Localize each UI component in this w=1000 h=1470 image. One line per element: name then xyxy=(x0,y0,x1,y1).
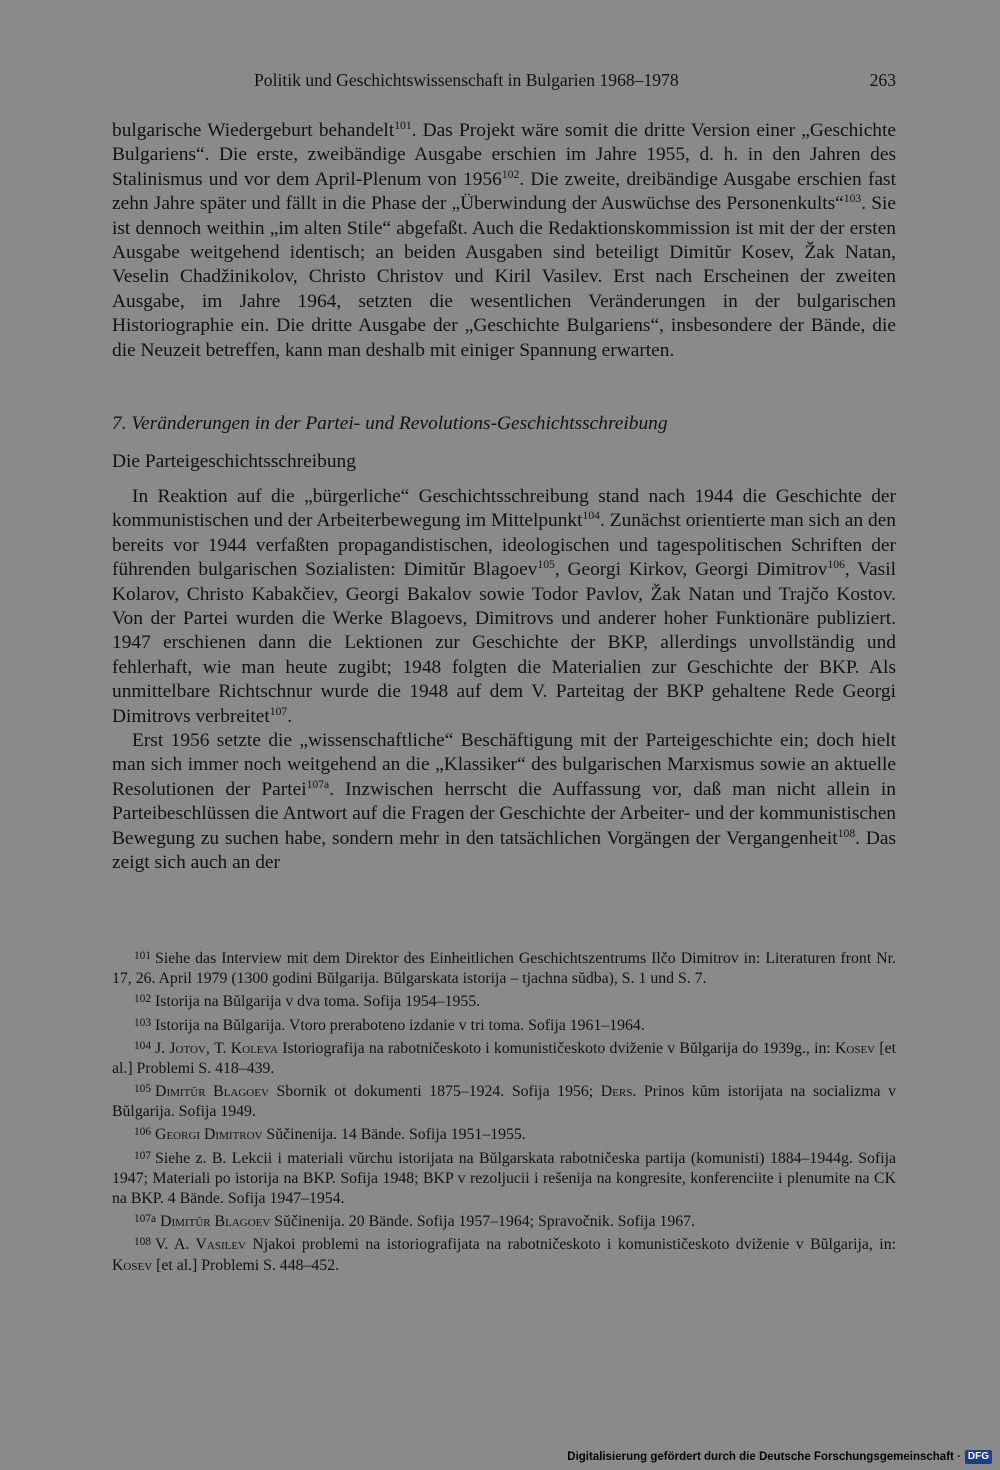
footnote-number: 103 xyxy=(134,1016,152,1029)
footnote xyxy=(112,989,896,1012)
footnote-author: Georgi Dimitrov xyxy=(155,1126,263,1144)
footnote-ref: 106 xyxy=(827,558,845,572)
section-body xyxy=(112,485,896,876)
footnote-ref: 101 xyxy=(394,119,412,133)
footnote-ref: 107 xyxy=(269,704,288,718)
footnotes xyxy=(112,946,896,1276)
footnote-author: T. Koleva xyxy=(214,1039,278,1057)
footnote-number: 108 xyxy=(134,1236,152,1249)
footnote-text: Prinos kŭm istorijata na socializma v Bŭlgarija. Sofija 1949. xyxy=(112,1083,896,1121)
footnote-author: Dimitŭr Blagoev xyxy=(155,1083,269,1101)
credit-text: Digitalisierung gefördert durch die Deutsche Forschungsgemeinschaft · xyxy=(567,1451,961,1463)
text-run: , Georgi Kirkov, Georgi Dimitrov xyxy=(554,559,828,581)
section-paragraph xyxy=(112,485,896,729)
footnote-author: Kosev xyxy=(112,1256,153,1274)
footnote-text: Sŭčinenija. 14 Bände. Sofija 1951–1955. xyxy=(262,1126,526,1144)
text-run: , Vasil Kolarov, Christo Kabakčiev, Georgi Bakalov sowie Todor Pavlov, Žak Natan und Trajčo Kostov. Von der Partei wurden die Werke Blagoevs, Dimitrovs und anderer hoher Funktionäre publiziert. 1947 erschienen dann die Lektionen zur Geschichte der BKP, allerdings unvollständig und fehlerhaft, wie man heute zugibt; 1948 folgten die Materialien zur Geschichte der BKP. Als unmittelbare Richtschnur wurde die 1948 auf dem V. Parteitag der BKP gehaltene Rede Georgi Dimitrovs verbreitet xyxy=(112,559,896,727)
footnote-ref: 103 xyxy=(843,192,862,206)
dfg-logo: DFG xyxy=(965,1450,992,1464)
footnote-text: Istoriografija na rabotničeskoto i komunističeskoto dviženie v Bŭlgarija do 1939g., in: xyxy=(277,1039,835,1057)
footnote-ref: 108 xyxy=(837,826,856,840)
running-title: Politik und Geschichtswissenschaft in Bulgarien 1968–1978 xyxy=(254,70,679,90)
text-run: . Das Projekt wäre somit die dritte Version einer „Geschichte Bulgariens“. Die erste, zweibändige Ausgabe erschien im Jahre 1955, d. h. in den Jahren des Stalinismus und vor dem April-Plenum von 1956 xyxy=(112,120,896,190)
footnote-author: Dimitŭr Blagoev xyxy=(160,1213,271,1231)
footnote-text: Sŭčinenija. 20 Bände. Sofija 1957–1964; Spravočnik. Sofija 1967. xyxy=(270,1213,696,1231)
footnote-ref: 107a xyxy=(306,777,330,791)
page-number: 263 xyxy=(869,70,896,90)
footnote xyxy=(112,1036,896,1079)
footnote-number: 101 xyxy=(134,950,152,962)
footnote-ref: 104 xyxy=(582,509,600,523)
footnote xyxy=(112,1079,896,1122)
footnote-number: 102 xyxy=(134,993,152,1006)
footnote-text: Siehe das Interview mit dem Direktor des Einheitlichen Geschichtszentrums Ilčo Dimitrov in: Literaturen front Nr. 17, 26. April 1979 (1300 godini Bŭlgarija. Bŭlgarskata istorija – tjachna sŭdba), S. 1 und S. 7. xyxy=(112,949,896,988)
footnote-ref: 105 xyxy=(537,558,555,572)
footnote xyxy=(112,1013,896,1036)
footnote-text: Njakoi problemi na istoriografijata na rabotničeskoto i komunističeskoto dviženie v Bŭlgarija, in: xyxy=(246,1236,896,1254)
footnote-text: Siehe z. B. Lekcii i materiali vŭrchu istorijata na Bŭlgarskata rabotničeska partija (komunisti) 1884–1944g. Sofija 1947; Materiali po istorija na BKP. Sofija 1948; BKP v rezoljucii i rešenija na kongresite, konferenciite i plenumite na CK na BKP. 4 Bände. Sofija 1947–1954. xyxy=(112,1149,896,1208)
footnote-author: Kosev xyxy=(834,1039,876,1057)
text-run: . Die zweite, dreibändige Ausgabe erschien fast zehn Jahre später und fällt in die Phase der „Überwindung der Auswüchse des Personenkults“ xyxy=(112,168,896,215)
footnote-text: [et al.] Problemi S. 418–439. xyxy=(112,1039,896,1077)
footnote-text: Istorija na Bŭlgarija v dva toma. Sofija 1954–1955. xyxy=(155,993,481,1011)
footnote xyxy=(112,1209,896,1232)
footnote-text: [et al.] Problemi S. 448–452. xyxy=(152,1256,340,1274)
footnote xyxy=(112,946,896,989)
footnote-number: 106 xyxy=(134,1126,152,1139)
text-run: In Reaktion auf die „bürgerliche“ Geschichtsschreibung stand nach 1944 die Geschichte der kommunistischen und der Arbeiterbewegung im Mittelpunkt xyxy=(112,486,896,532)
footnote-number: 107 xyxy=(134,1149,152,1162)
footnote-text: Istorija na Bŭlgarija. Vtoro preraboteno izdanie v tri toma. Sofija 1961–1964. xyxy=(155,1016,645,1034)
footnote xyxy=(112,1146,896,1210)
text-run: . xyxy=(287,705,293,727)
footnote xyxy=(112,1122,896,1145)
footnote xyxy=(112,1232,896,1275)
footnote-separator: , xyxy=(205,1039,215,1057)
text-run: . Sie ist dennoch weithin „im alten Stile“ abgefaßt. Auch die Redaktionskommission ist mit der der ersten Ausgabe weitgehend identisch; an beiden Ausgaben sind beteiligt Dimitŭr Kosev, Žak Natan, Veselin Chadžinikolov, Christo Christov und Kiril Vasilev. Erst nach Erscheinen der zweiten Ausgabe, im Jahre 1964, setzten die wesentlichen Veränderungen in der bulgarischen Historiographie ein. Die dritte Ausgabe der „Geschichte Bulgariens“, insbesondere der Bände, die die Neuzeit betreffen, kann man deshalb mit einiger Spannung erwarten. xyxy=(112,193,896,361)
footnote-text: Sbornik ot dokumenti 1875–1924. Sofija 1956; xyxy=(268,1083,601,1101)
footnote-ref: 102 xyxy=(501,167,520,181)
section-paragraph xyxy=(112,729,896,875)
text-run: . Inzwischen herrscht die Auffassung vor, daß man nicht allein in Parteibeschlüssen die Antwort auf die Fragen der Geschichte der Arbeiter- und der kommunistischen Bewegung zu suchen habe, sondern mehr in den tatsächlichen Vorgängen der Vergangenheit xyxy=(112,778,897,849)
text-run: . Zunächst orientierte man sich an den bereits vor 1944 verfaßten propagandistischen, ideologischen und tagespolitischen Schriften der führenden bulgarischen Sozialisten: Dimitŭr Blagoev xyxy=(112,510,896,581)
intro-paragraph xyxy=(112,119,896,363)
section-subheading: Die Parteigeschichtsschreibung xyxy=(112,451,356,472)
footnote-author: V. A. Vasilev xyxy=(155,1236,246,1254)
digitization-credit xyxy=(567,1448,992,1466)
footnote-author: J. Jotov xyxy=(155,1039,206,1057)
footnote-number: 107a xyxy=(134,1213,157,1226)
intro-text xyxy=(112,119,896,363)
footnote-number: 104 xyxy=(134,1039,152,1052)
footnote-number: 105 xyxy=(134,1083,152,1096)
text-run: . Das zeigt sich auch an der xyxy=(112,827,897,874)
text-run: Erst 1956 setzte die „wissenschaftliche“ Beschäftigung mit der Parteigeschichte ein; doch hielt man sich immer noch weitgehend an die „Klassiker“ des bulgarischen Marxismus sowie an aktuelle Resolutionen der Partei xyxy=(112,730,896,800)
text-run: bulgarische Wiedergeburt behandelt xyxy=(112,120,395,141)
section-heading: 7. Veränderungen in der Partei- und Revolutions-Geschichtsschreibung xyxy=(112,413,668,434)
footnote-author: Ders. xyxy=(600,1083,637,1101)
